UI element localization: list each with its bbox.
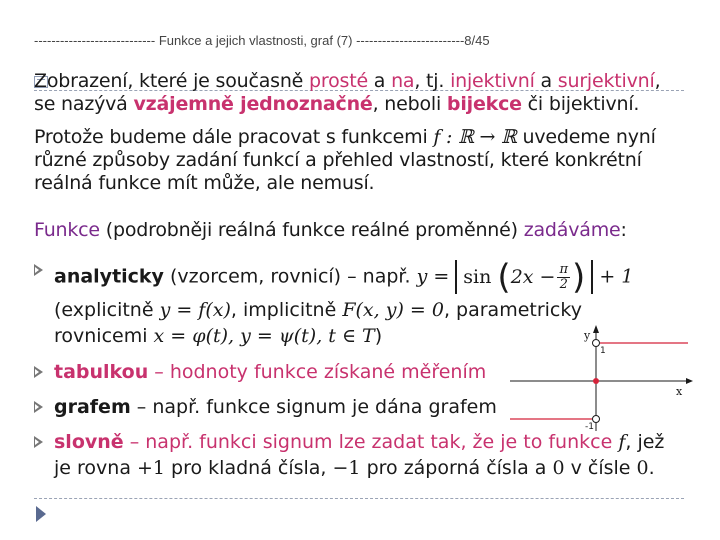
text-segment: – např. funkce signum je dána grafem [130,396,497,418]
keyword-funkce: Funkce [34,219,100,241]
signum-graph [500,325,696,437]
text-segment: – hodnoty funkce získané měřením [148,361,487,383]
bullet-text [54,395,497,419]
fraction-denominator: 2 [559,277,568,292]
slide-header: ---------------------------- Funkce a jejich vlastnosti, graf (7) -------------------------8/45 [34,33,490,48]
text-segment: se nazývá [34,93,134,115]
text-segment: , neboli [372,93,447,115]
math-zero: 0 [636,457,649,479]
math-plus-one: +1 [137,457,166,479]
fraction-numerator: π [559,262,568,277]
text-segment: je rovna [54,457,137,479]
bullet-text-line3 [54,324,382,348]
text-segment: , implicitně [230,299,343,321]
text-segment: v čísle [564,457,637,479]
text-segment: : [620,219,627,241]
text-segment: (podrobněji reálná funkce reálné proměnné) [99,219,524,241]
bullet-text-line2 [54,298,582,322]
math-2x: 2x − [510,266,556,288]
text-segment: , parametricky [443,299,582,321]
paren-close: ) [572,257,586,298]
paragraph-functions [34,126,694,195]
math-plus-one: + 1 [599,265,634,288]
text-segment: – např. funkci signum lze zadat tak, že je to funkce [123,431,619,453]
fraction-pi-half [557,263,570,292]
text-segment: (explicitně [54,299,160,321]
y-axis-label: y [584,329,591,342]
bullet-keyword: tabulkou [54,361,149,383]
text-segment: Zobrazení, které je současně [34,70,310,92]
text-segment: pro záporná čísla a [360,457,553,479]
text-segment: různé způsoby zadání funkcí a přehled vlastností, které konkrétní [34,149,642,171]
open-point-top [593,340,600,347]
absolute-value [455,257,593,298]
math-sin: sin [463,266,492,288]
bullet-grafem [34,395,514,421]
text-segment: Protože budeme dále pracovat s funkcemi [34,126,434,148]
keyword-zadavame: zadáváme [523,219,621,241]
x-axis-label: x [676,385,683,398]
text-segment: pro kladná čísla, [165,457,333,479]
math-zero: 0 [552,457,565,479]
text-segment: či bijektivní. [521,93,640,115]
bullet-text [54,257,634,298]
keyword-surjektivni: surjektivní [557,70,655,92]
bullet-arrow-icon [34,436,43,448]
keyword-bijekce: bijekce [446,93,522,115]
intro-line [34,219,694,242]
text-segment: uvedeme nyní [516,126,656,148]
bullet-text-line2 [54,456,655,480]
math-mapping: f : ℝ → ℝ [433,126,517,148]
keyword-proste: prosté [309,70,368,92]
math-f: f [618,431,626,453]
paren-open: ( [497,257,511,298]
math-implicit: F(x, y) = 0 [342,299,444,321]
math-parametric: x = φ(t), y = ψ(t), t ∈ T [153,325,375,347]
keyword-injektivni: injektivní [450,70,535,92]
text-segment: (vzorcem, rovnicí) – např. [163,265,417,288]
text-segment: reálná funkce mít může, ale nemusí. [34,172,375,194]
y-axis-arrow-icon [593,325,599,333]
keyword-na: na [391,70,415,92]
text-segment: a [534,70,558,92]
keyword-vzajemne-jednoznacne: vzájemně jednoznačné [133,93,373,115]
bullet-slovne [34,430,694,482]
text-segment: , jež [625,431,665,453]
bullet-arrow-icon [34,366,43,378]
math-explicit: y = f(x) [159,299,231,321]
text-segment: a [367,70,392,92]
bullet-keyword: slovně [54,431,124,453]
text-segment: , [654,70,661,92]
text-segment: ) [374,325,383,347]
origin-point [593,378,599,384]
paragraph-bijection [34,70,694,116]
play-icon[interactable] [36,506,46,522]
bullet-arrow-icon [34,401,43,413]
bullet-keyword: grafem [54,396,131,418]
bullet-keyword: analyticky [54,265,164,288]
text-segment: rovnicemi [54,325,154,347]
text-segment: . [648,457,655,479]
footer-divider [34,498,684,499]
bullet-arrow-icon [34,264,43,276]
x-axis-arrow-icon [686,378,693,384]
text-segment: , tj. [414,70,451,92]
math-y-equals: y = [416,265,456,288]
tick-label-one: 1 [600,346,606,356]
bullet-text [54,360,486,384]
tick-label-minus-one: -1 [585,422,594,432]
math-minus-one: −1 [332,457,361,479]
